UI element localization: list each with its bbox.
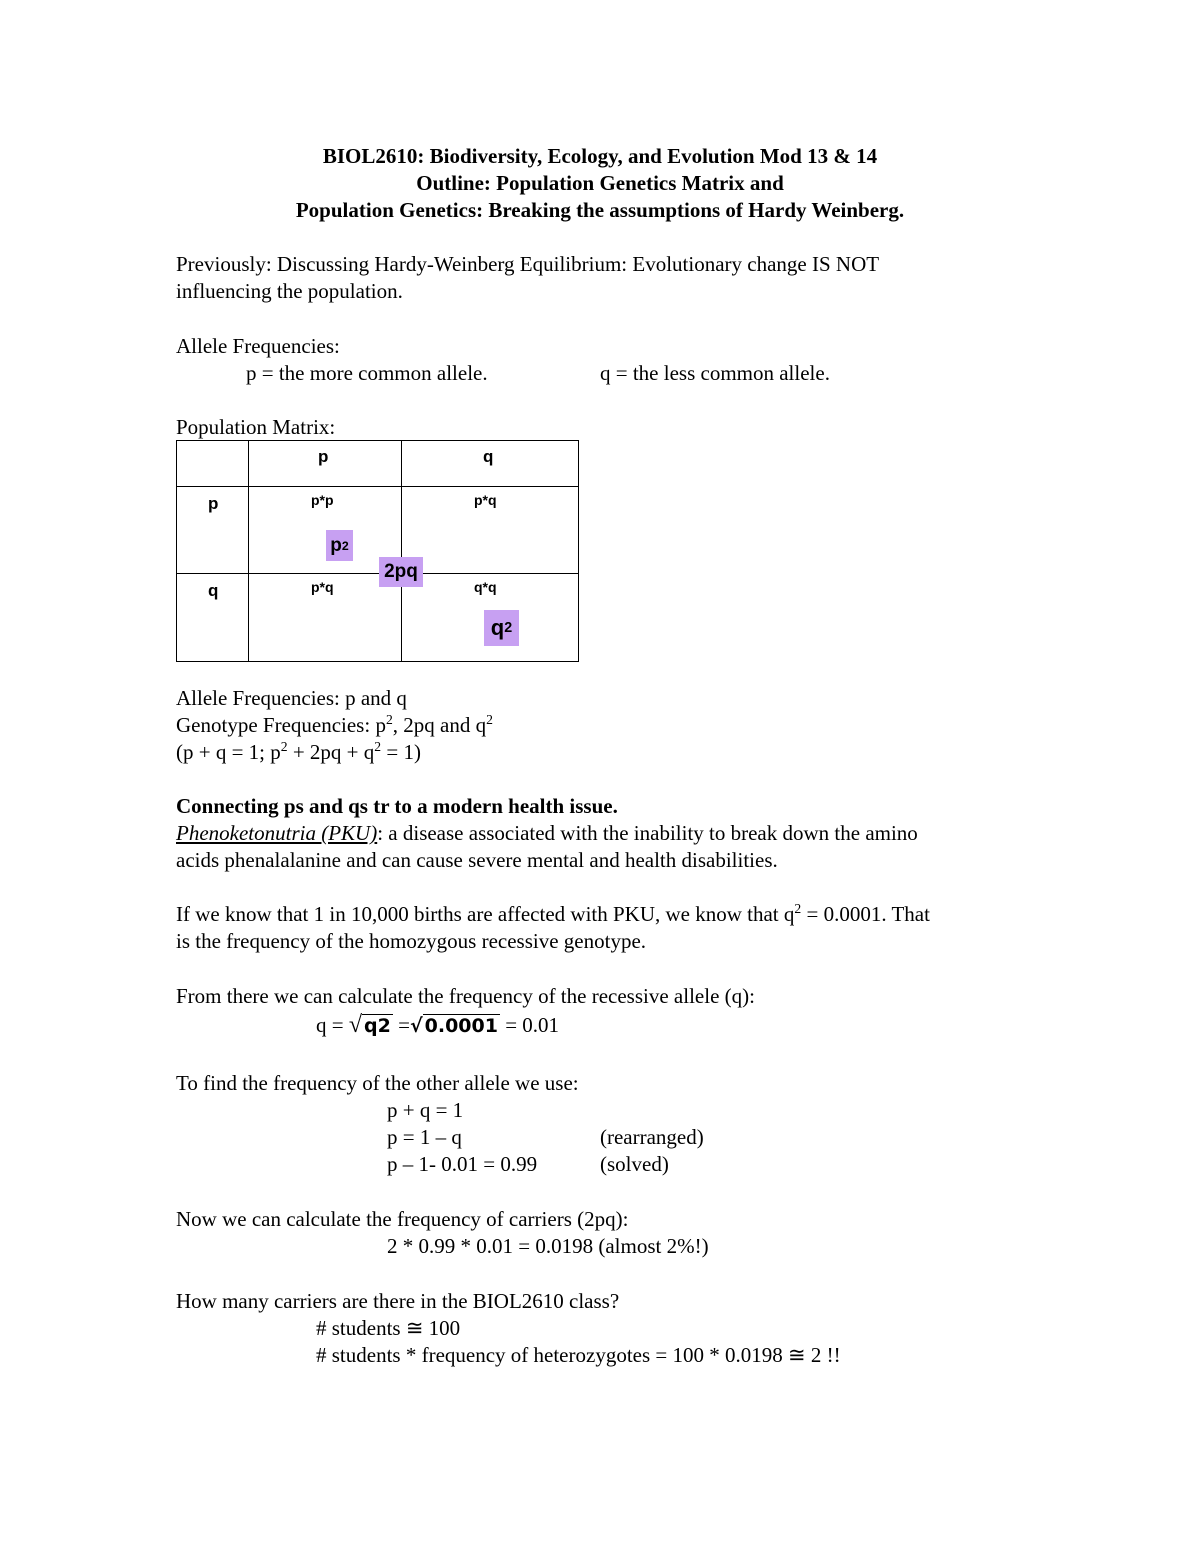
p-definition: p = the more common allele. — [246, 361, 488, 385]
matrix-col-p: p — [318, 447, 329, 466]
q2-term: q2 — [364, 1015, 391, 1037]
badge-q-squared: q 2 — [484, 610, 519, 646]
calc-p-eq-1: p + q = 1 — [387, 1098, 464, 1122]
matrix-divider — [177, 486, 578, 487]
pku-definition-text: : a disease associated with the inability to break down the amino — [377, 821, 918, 845]
matrix-heading: Population Matrix: — [176, 415, 336, 439]
class-result: # students * frequency of heterozygotes = 100 * 0.0198 ≅ 2 !! — [316, 1343, 841, 1367]
genotype-text-a: Genotype Frequencies: p — [176, 713, 386, 737]
q-result: = 0.01 — [499, 1013, 560, 1037]
badge-q-squared-base: q — [490, 615, 505, 640]
allele-freq-heading: Allele Frequencies: — [176, 334, 340, 358]
sqrt-icon: √ — [348, 1012, 363, 1038]
pku-definition-line-1 — [176, 821, 918, 846]
subtitle: Population Genetics: Breaking the assumptions of Hardy Weinberg. — [295, 198, 905, 222]
sqrt-icon: √ — [409, 1015, 423, 1037]
calc-p-intro: To find the frequency of the other allele we use: — [176, 1071, 579, 1095]
matrix-col-q: q — [483, 447, 494, 466]
summary-allele: Allele Frequencies: p and q — [176, 686, 407, 710]
pku-know-line-2: is the frequency of the homozygous recessive genotype. — [176, 929, 647, 953]
superscript: 2 — [486, 711, 493, 727]
cell-pp: p*p — [311, 492, 334, 508]
q-equals: q = — [316, 1013, 349, 1037]
cell-qq: q*q — [474, 579, 497, 595]
cell-pq-bottom: p*q — [311, 579, 334, 595]
superscript: 2 — [385, 711, 393, 727]
outline-title: Outline: Population Genetics Matrix and — [416, 171, 784, 195]
superscript: 2 — [794, 900, 802, 916]
matrix-divider — [177, 573, 578, 574]
calc-p-eq-2: p = 1 – q — [387, 1125, 462, 1149]
equation-text-c: = 1) — [381, 740, 421, 764]
calc-q-intro: From there we can calculate the frequency of the recessive allele (q): — [176, 984, 755, 1008]
calc-p-note-2: (rearranged) — [600, 1125, 704, 1149]
genotype-text-b: , 2pq and q — [392, 713, 487, 737]
matrix-row-q: q — [208, 581, 219, 600]
class-question: How many carriers are there in the BIOL2610 class? — [176, 1289, 620, 1313]
matrix-divider — [401, 441, 402, 661]
matrix-divider — [248, 441, 249, 661]
carriers-intro: Now we can calculate the frequency of carriers (2pq): — [176, 1207, 629, 1231]
superscript: 2 — [374, 738, 382, 754]
matrix-row-p: p — [208, 494, 219, 513]
know-text-a: If we know that 1 in 10,000 births are affected with PKU, we know that q — [176, 902, 795, 926]
pku-term: Phenoketonutria (PKU) — [176, 821, 378, 845]
pku-heading: Connecting ps and qs tr to a modern health issue. — [176, 794, 618, 818]
equation-text-a: (p + q = 1; p — [176, 740, 281, 764]
calc-p-note-3: (solved) — [600, 1152, 669, 1176]
pku-know-line-1 — [176, 902, 930, 927]
summary-equation — [176, 740, 421, 765]
summary-genotype — [176, 713, 493, 738]
intro-line-1: Previously: Discussing Hardy-Weinberg Equilibrium: Evolutionary change IS NOT — [176, 252, 880, 276]
course-title: BIOL2610: Biodiversity, Ecology, and Evolution Mod 13 & 14 — [322, 144, 878, 168]
badge-2pq: 2pq — [379, 557, 423, 587]
pku-definition-line-2: acids phenalalanine and can cause severe mental and health disabilities. — [176, 848, 778, 872]
equation-text-b: + 2pq + q — [287, 740, 375, 764]
calc-p-eq-3: p – 1- 0.01 = 0.99 — [387, 1152, 538, 1176]
calc-q-equation — [316, 1012, 559, 1039]
equals-sign: = — [392, 1013, 410, 1037]
carriers-calc: 2 * 0.99 * 0.01 = 0.0198 (almost 2%!) — [387, 1234, 709, 1258]
class-students: # students ≅ 100 — [316, 1316, 461, 1340]
q-definition: q = the less common allele. — [600, 361, 830, 385]
badge-p-squared-base: p — [330, 534, 342, 556]
value-term: 0.0001 — [424, 1015, 498, 1037]
cell-pq-top: p*q — [474, 492, 497, 508]
badge-p-squared: p 2 — [326, 530, 353, 561]
know-text-b: = 0.0001. That — [801, 902, 930, 926]
intro-line-2: influencing the population. — [176, 279, 403, 303]
superscript: 2 — [280, 738, 288, 754]
